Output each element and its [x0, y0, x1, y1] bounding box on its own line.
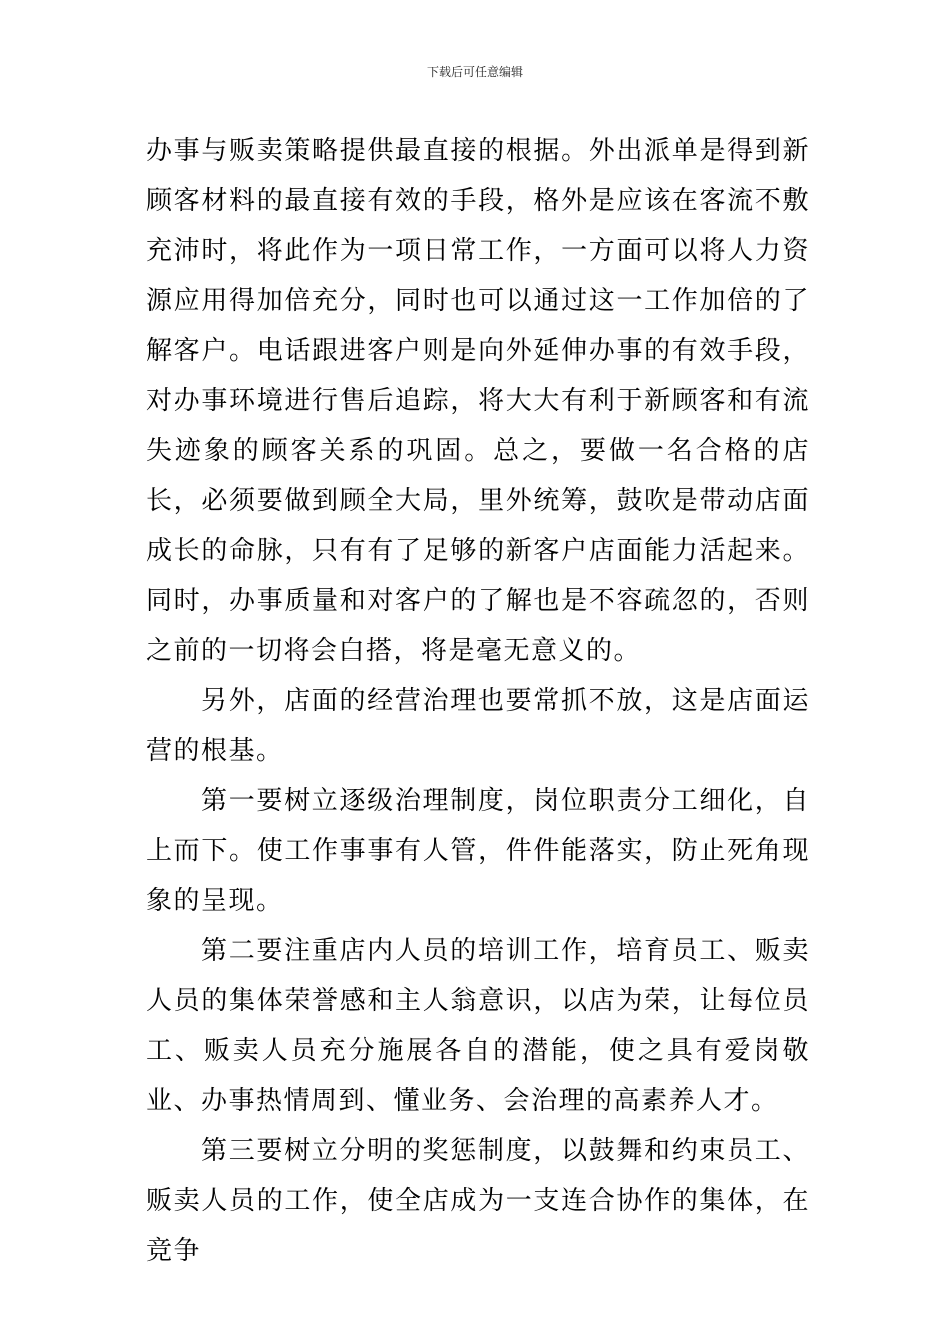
page-header: 下载后可任意编辑 — [426, 65, 523, 79]
paragraph-1: 办事与贩卖策略提供最直接的根据。外出派单是得到新顾客材料的最直接有效的手段，格外是应该在客流不敷充沛时，将此作为一项日常工作，一方面可以将人力资源应用得加倍充分，同时也可以通过这一工作加倍的了解客户。电话跟进客户则是向外延伸办事的有效手段，对办事环境进行售后追踪，将大大有利于新顾客和有流失迹象的顾客关系的巩固。总之，要做一名合格的店长，必须要做到顾全大局，里外统筹，鼓吹是带动店面成长的命脉，只有有了足够的新客户店面能力活起来。同时，办事质量和对客户的了解也是不容疏忽的，否则之前的一切将会白搭，将是毫无意义的。 — [146, 136, 810, 666]
document-body — [146, 126, 810, 1276]
paragraph-2: 另外，店面的经营治理也要常抓不放，这是店面运营的根基。 — [146, 686, 810, 766]
paragraph-3: 第一要树立逐级治理制度，岗位职责分工细化，自上而下。使工作事事有人管，件件能落实，防止死角现象的呈现。 — [146, 786, 810, 916]
paragraph-5: 第三要树立分明的奖惩制度，以鼓舞和约束员工、贩卖人员的工作，使全店成为一支连合协作的集体，在竞争 — [146, 1136, 810, 1266]
paragraph-4: 第二要注重店内人员的培训工作，培育员工、贩卖人员的集体荣誉感和主人翁意识，以店为荣，让每位员工、贩卖人员充分施展各自的潜能，使之具有爱岗敬业、办事热情周到、懂业务、会治理的高素养人才。 — [146, 936, 810, 1116]
